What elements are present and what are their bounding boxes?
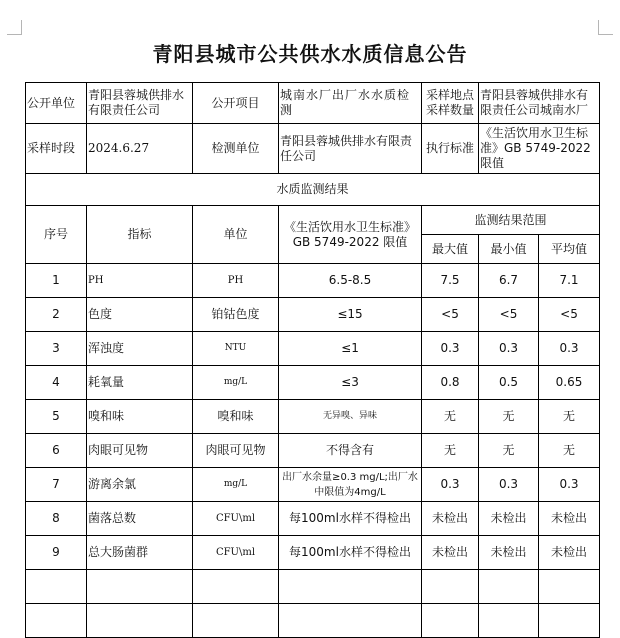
row-indicator: 肉眼可见物 [87,434,193,468]
row-indicator: 菌落总数 [87,502,193,536]
row-unit: 嗅和味 [193,400,279,434]
row-unit: PH [193,264,279,298]
row-avg: 无 [539,400,600,434]
row-unit: mg/L [193,468,279,502]
row-no: 8 [26,502,87,536]
row-limit: 6.5-8.5 [279,264,422,298]
row-unit: 肉眼可见物 [193,434,279,468]
row-max: 7.5 [422,264,479,298]
row-min: 0.3 [479,468,539,502]
table-row [26,468,600,502]
row-avg: 未检出 [539,502,600,536]
info-row [26,83,600,124]
time-label: 采样时段 [26,124,87,174]
row-no: 6 [26,434,87,468]
table-row [26,434,600,468]
row-max: 0.8 [422,366,479,400]
water-quality-table [25,82,600,638]
row-indicator: 游离余氯 [87,468,193,502]
row-avg: 无 [539,434,600,468]
item-label: 公开项目 [193,83,279,124]
row-limit: 出厂水余量≥0.3 mg/L;出厂水中限值为4mg/L [279,468,422,502]
row-limit: ≤15 [279,298,422,332]
page-corner-mark [7,20,22,35]
row-min: 无 [479,434,539,468]
publisher-value: 青阳县蓉城供排水有限责任公司 [87,83,193,124]
col-header-range: 监测结果范围 [422,206,600,235]
standard-value: 《生活饮用水卫生标准》GB 5749-2022 限值 [479,124,600,174]
row-min: 0.5 [479,366,539,400]
row-limit: ≤1 [279,332,422,366]
col-header-no: 序号 [26,206,87,264]
row-avg: 未检出 [539,536,600,570]
standard-label: 执行标准 [422,124,479,174]
row-limit: 无异嗅、异味 [279,400,422,434]
row-avg: 7.1 [539,264,600,298]
row-unit: CFU\ml [193,536,279,570]
row-indicator: 色度 [87,298,193,332]
row-unit: NTU [193,332,279,366]
table-row [26,264,600,298]
row-indicator: 浑浊度 [87,332,193,366]
row-no: 4 [26,366,87,400]
row-min: 0.3 [479,332,539,366]
row-no: 5 [26,400,87,434]
lab-value: 青阳县蓉城供排水有限责任公司 [279,124,422,174]
table-row-empty [26,570,600,604]
row-indicator: 嗅和味 [87,400,193,434]
table-row [26,400,600,434]
row-max: 0.3 [422,468,479,502]
page-corner-mark [598,20,613,35]
publisher-label: 公开单位 [26,83,87,124]
row-min: <5 [479,298,539,332]
time-value: 2024.6.27 [87,124,193,174]
info-row [26,124,600,174]
row-max: 0.3 [422,332,479,366]
row-avg: 0.65 [539,366,600,400]
col-header-unit: 单位 [193,206,279,264]
col-header-max: 最大值 [422,235,479,264]
row-avg: 0.3 [539,468,600,502]
header-row [26,206,600,235]
row-limit: 每100ml水样不得检出 [279,502,422,536]
row-max: 无 [422,434,479,468]
row-min: 未检出 [479,502,539,536]
row-no: 7 [26,468,87,502]
row-min: 6.7 [479,264,539,298]
table-row [26,536,600,570]
table-row-empty [26,604,600,638]
row-unit: 铂钴色度 [193,298,279,332]
row-no: 9 [26,536,87,570]
row-indicator: 总大肠菌群 [87,536,193,570]
row-avg: <5 [539,298,600,332]
site-label: 采样地点采样数量 [422,83,479,124]
col-header-min: 最小值 [479,235,539,264]
row-indicator: PH [87,264,193,298]
section-title: 水质监测结果 [26,174,600,206]
row-min: 未检出 [479,536,539,570]
col-header-avg: 平均值 [539,235,600,264]
table-row [26,502,600,536]
row-max: 未检出 [422,502,479,536]
row-max: 无 [422,400,479,434]
row-limit: 不得含有 [279,434,422,468]
row-avg: 0.3 [539,332,600,366]
row-max: <5 [422,298,479,332]
row-limit: 每100ml水样不得检出 [279,536,422,570]
table-row [26,332,600,366]
row-unit: CFU\ml [193,502,279,536]
col-header-indicator: 指标 [87,206,193,264]
col-header-limit: 《生活饮用水卫生标准》GB 5749-2022 限值 [279,206,422,264]
row-min: 无 [479,400,539,434]
item-value: 城南水厂出厂水水质检测 [279,83,422,124]
section-row [26,174,600,206]
row-indicator: 耗氧量 [87,366,193,400]
row-no: 1 [26,264,87,298]
table-row [26,366,600,400]
row-unit: mg/L [193,366,279,400]
row-no: 3 [26,332,87,366]
site-value: 青阳县蓉城供排水有限责任公司城南水厂 [479,83,600,124]
page-title: 青阳县城市公共供水水质信息公告 [152,42,468,66]
table-row [26,298,600,332]
row-max: 未检出 [422,536,479,570]
row-limit: ≤3 [279,366,422,400]
row-no: 2 [26,298,87,332]
lab-label: 检测单位 [193,124,279,174]
